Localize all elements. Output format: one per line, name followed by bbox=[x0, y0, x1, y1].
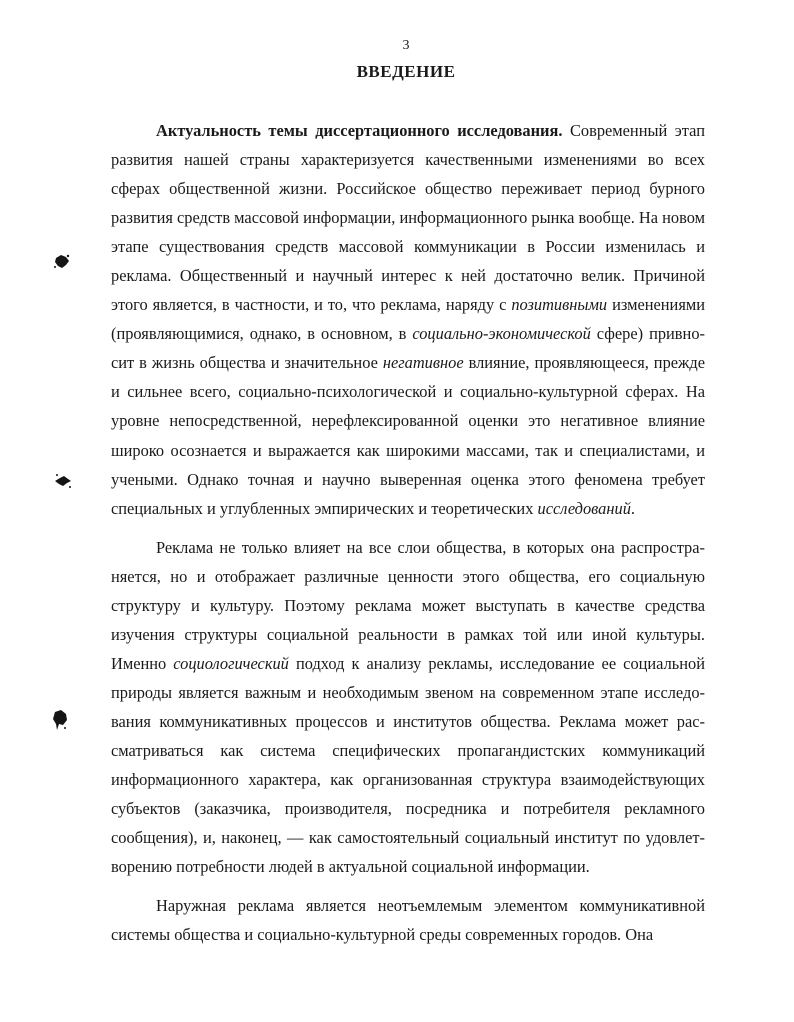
ink-blot-icon bbox=[52, 472, 74, 490]
paragraph-2 bbox=[111, 533, 705, 882]
text-run: Реклама не только влияет на все слои общества, в которых она распространяется, но и отображает различные ценности этого общества, его социальную структуру и культуру. Поэтому реклама может выступать в качестве средства изучения структуры социальной реальности в рамках той или иной культуры. Именно bbox=[111, 537, 705, 673]
text-run: . bbox=[630, 498, 635, 518]
paragraph-lead: Актуальность темы диссертационного исследования. bbox=[156, 121, 563, 140]
italic-term: негативное bbox=[382, 353, 464, 373]
text-run: Наружная реклама является неотъемлемым элементом коммуникативной системы общества и социально-культурной среды современных городов. Она bbox=[111, 896, 705, 945]
italic-term: социально-экономической bbox=[412, 324, 591, 344]
paragraph-1 bbox=[111, 116, 705, 523]
body-text bbox=[111, 116, 705, 949]
page-number: 3 bbox=[402, 38, 410, 53]
italic-term: позитивными bbox=[511, 295, 608, 315]
text-run: влияние, проявляющееся, прежде и сильнее всего, социально-психологической и социально-культурной сферах. На уровне непосредственной, нерефлексированной оценки это негативное влияние широко осознается и выражается как широкими массами, так и специалистами, и учеными. Однако точная и научно выверенная оценка этого феномена требует специальных и углубленных эмпирических и теоретических bbox=[111, 353, 705, 518]
italic-term: исследований bbox=[537, 498, 631, 518]
text-run: сфере) привносит в жизнь общества и значительное bbox=[111, 324, 705, 373]
italic-term: социологический bbox=[173, 653, 289, 673]
text-run: Современный этап развития нашей страны характеризуется качественными изменениями во всех сферах общественной жизни. Российское общество переживает период бурного развития средств массовой информации, информационного рынка вообще. На новом этапе существования средств массовой коммуникации в России изменилась и реклама. Общественный и научный интерес к ней достаточно велик. Причиной этого является, в частности, и то, что реклама, наряду с bbox=[111, 121, 705, 315]
text-run: изменениями (проявляющимися, однако, в основном, в bbox=[111, 295, 705, 344]
ink-blot-icon bbox=[50, 708, 70, 734]
text-run: подход к анализу рекламы, исследование ее социальной природы является важным и необходимым звеном на современном этапе исследования коммуникативных процессов и институтов общества. Реклама может рассматриваться как система специфических пропагандистских коммуникаций информационного характера, как организованная структура взаимодействующих субъектов (заказчика, производителя, посредника и потребителя рекламного сообщения), и, наконец, — как самостоятельный социальный институт по удовлетворению потребности людей в актуальной социальной информации. bbox=[111, 653, 705, 877]
page-heading: ВВЕДЕНИЕ bbox=[356, 62, 456, 81]
paragraph-3 bbox=[111, 891, 705, 949]
ink-blot-icon bbox=[52, 252, 72, 272]
